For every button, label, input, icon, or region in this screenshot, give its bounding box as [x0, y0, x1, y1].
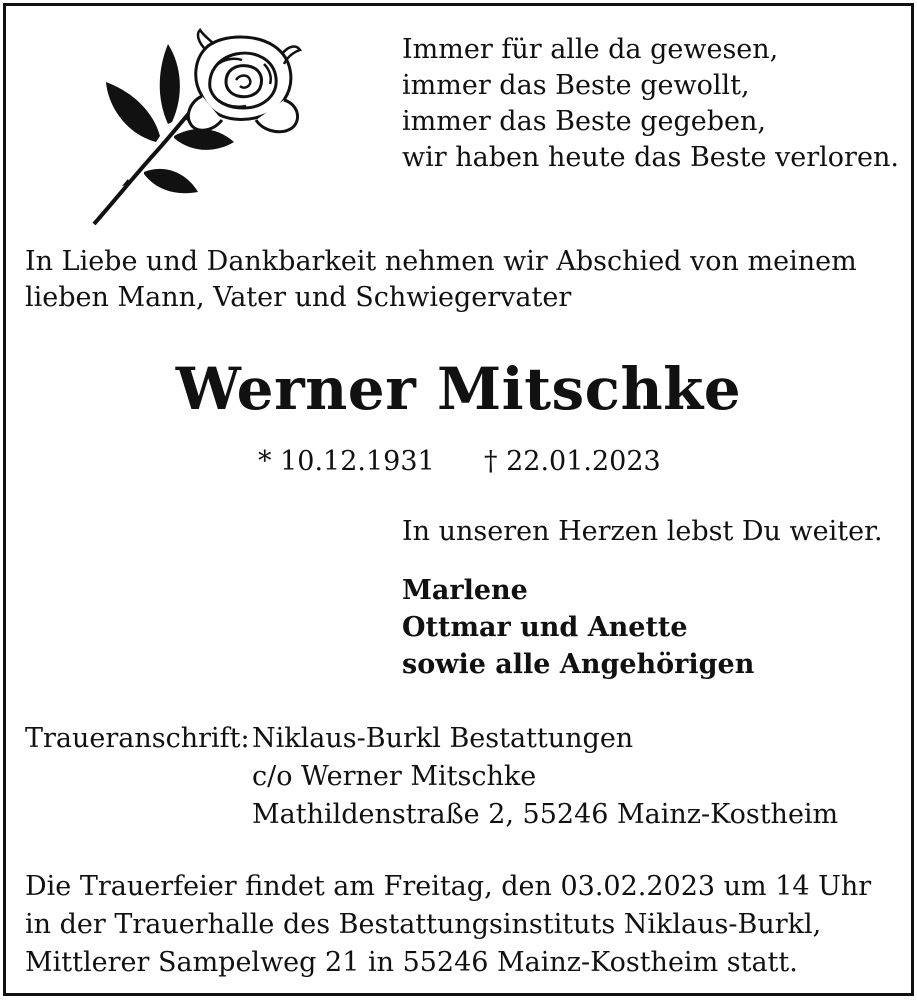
poem [402, 32, 899, 176]
rose-icon [86, 24, 311, 229]
birth-date: * 10.12.1931 [258, 446, 435, 477]
signer-line: Ottmar und Anette [402, 612, 688, 643]
signers [402, 572, 754, 683]
signer-line: sowie alle Angehörigen [402, 649, 755, 680]
address-label: Traueranschrift: [25, 723, 250, 754]
address-line: c/o Werner Mitschke [252, 761, 537, 792]
poem-line: wir haben heute das Beste verloren. [402, 142, 899, 173]
intro-line: In Liebe und Dankbarkeit nehmen wir Abschied von meinem [25, 246, 857, 277]
intro-line: lieben Mann, Vater und Schwiegervater [25, 282, 572, 313]
service-line: in der Trauerhalle des Bestattungsinstituts Niklaus-Burkl, [25, 909, 822, 940]
address-line: Mathildenstraße 2, 55246 Mainz-Kostheim [252, 799, 839, 830]
obituary-notice [3, 3, 914, 996]
poem-line: immer das Beste gegeben, [402, 106, 766, 137]
funeral-service-info [25, 868, 871, 982]
address-line: Niklaus-Burkl Bestattungen [252, 723, 634, 754]
death-date: † 22.01.2023 [484, 446, 661, 477]
signer-line: Marlene [402, 575, 528, 606]
intro-text [25, 244, 857, 316]
deceased-name: Werner Mitschke [175, 355, 742, 423]
poem-line: immer das Beste gewollt, [402, 70, 750, 101]
service-line: Mittlerer Sampelweg 21 in 55246 Mainz-Kostheim statt. [25, 947, 798, 978]
service-line: Die Trauerfeier findet am Freitag, den 03.02.2023 um 14 Uhr [25, 871, 872, 902]
motto: In unseren Herzen lebst Du weiter. [402, 516, 883, 547]
poem-line: Immer für alle da gewesen, [402, 34, 779, 65]
mourning-address [252, 720, 838, 834]
